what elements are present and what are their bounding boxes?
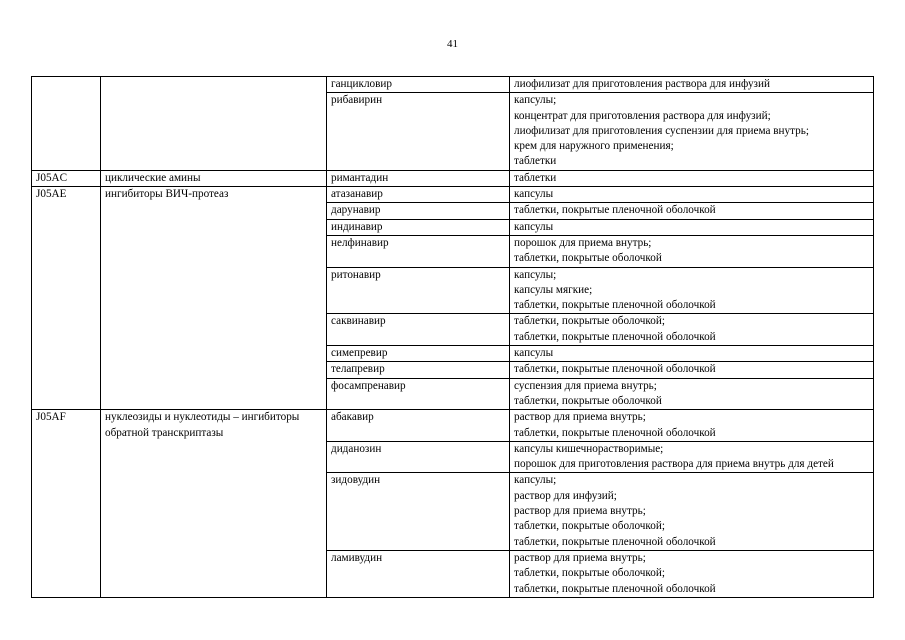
dosage-form-line: таблетки, покрытые пленочной оболочкой [514, 299, 716, 312]
dosage-form-line: порошок для приготовления раствора для приема внутрь для детей [514, 458, 834, 471]
dosage-form-line: лиофилизат для приготовления суспензии для приема внутрь; [514, 124, 809, 137]
dosage-form-cell [510, 170, 874, 186]
dosage-form-cell [510, 410, 874, 442]
atc-code-cell: J05AC [32, 170, 101, 186]
dosage-form-line: таблетки, покрытые пленочной оболочкой [514, 204, 716, 217]
dosage-form-cell [510, 346, 874, 362]
table-row [32, 410, 874, 442]
drug-name-cell: индинавир [327, 219, 510, 235]
dosage-form-line: капсулы [514, 220, 554, 233]
dosage-form-line: таблетки, покрытые оболочкой; [514, 315, 665, 328]
dosage-form-cell [510, 550, 874, 597]
dosage-form-line: крем для наружного применения; [514, 140, 674, 153]
dosage-form-cell [510, 203, 874, 219]
table-row [32, 170, 874, 186]
dosage-form-line: раствор для приема внутрь; [514, 411, 646, 424]
dosage-form-cell [510, 77, 874, 93]
drug-group-cell [101, 77, 327, 171]
drug-name-cell: ритонавир [327, 267, 510, 314]
dosage-form-cell [510, 441, 874, 473]
dosage-form-line: капсулы [514, 347, 554, 360]
dosage-form-cell [510, 362, 874, 378]
drug-name-cell: ганцикловир [327, 77, 510, 93]
drug-name-cell: телапревир [327, 362, 510, 378]
dosage-form-line: таблетки [514, 171, 557, 184]
drug-name-cell: зидовудин [327, 473, 510, 550]
dosage-form-line: капсулы; [514, 94, 557, 107]
dosage-form-line: таблетки, покрытые оболочкой; [514, 520, 665, 533]
atc-code-cell: J05AF [32, 410, 101, 598]
drug-name-cell: ламивудин [327, 550, 510, 597]
dosage-form-line: порошок для приема внутрь; [514, 236, 652, 249]
drug-group-cell: циклические амины [101, 170, 327, 186]
drug-name-cell: рибавирин [327, 93, 510, 170]
atc-code-cell [32, 77, 101, 171]
dosage-form-line: капсулы мягкие; [514, 283, 593, 296]
dosage-form-line: таблетки, покрытые пленочной оболочкой [514, 426, 716, 439]
atc-code-cell: J05AE [32, 187, 101, 410]
drug-name-cell: саквинавир [327, 314, 510, 346]
dosage-form-line: раствор для приема внутрь; [514, 551, 646, 564]
dosage-form-line: таблетки, покрытые пленочной оболочкой [514, 535, 716, 548]
drug-name-cell: нелфинавир [327, 235, 510, 267]
dosage-form-line: таблетки, покрытые пленочной оболочкой [514, 582, 716, 595]
dosage-form-line: капсулы [514, 188, 554, 201]
dosage-form-cell [510, 93, 874, 170]
drug-name-cell: симепревир [327, 346, 510, 362]
drug-table-body [32, 77, 874, 598]
drug-name-cell: диданозин [327, 441, 510, 473]
dosage-form-line: таблетки, покрытые пленочной оболочкой [514, 330, 716, 343]
drug-table [31, 76, 874, 598]
drug-group-cell: нуклеозиды и нуклеотиды – ингибиторы обратной транскриптазы [101, 410, 327, 598]
dosage-form-line: таблетки, покрытые пленочной оболочкой [514, 363, 716, 376]
drug-group-cell: ингибиторы ВИЧ-протеаз [101, 187, 327, 410]
page-number: 41 [447, 38, 458, 50]
dosage-form-cell [510, 314, 874, 346]
dosage-form-line: капсулы кишечнорастворимые; [514, 442, 664, 455]
table-row [32, 187, 874, 203]
dosage-form-cell [510, 473, 874, 550]
dosage-form-line: суспензия для приема внутрь; [514, 379, 657, 392]
dosage-form-line: таблетки [514, 155, 557, 168]
dosage-form-line: раствор для приема внутрь; [514, 505, 646, 518]
drug-name-cell: дарунавир [327, 203, 510, 219]
dosage-form-cell [510, 187, 874, 203]
dosage-form-line: раствор для инфузий; [514, 489, 617, 502]
dosage-form-line: таблетки, покрытые оболочкой; [514, 567, 665, 580]
dosage-form-cell [510, 219, 874, 235]
dosage-form-cell [510, 267, 874, 314]
drug-name-cell: абакавир [327, 410, 510, 442]
table-row [32, 77, 874, 93]
drug-name-cell: атазанавир [327, 187, 510, 203]
dosage-form-line: капсулы; [514, 474, 557, 487]
dosage-form-line: лиофилизат для приготовления раствора для инфузий [514, 78, 770, 90]
dosage-form-cell [510, 378, 874, 410]
dosage-form-line: таблетки, покрытые оболочкой [514, 252, 662, 265]
dosage-form-line: капсулы; [514, 268, 557, 281]
drug-name-cell: фосампренавир [327, 378, 510, 410]
drug-name-cell: римантадин [327, 170, 510, 186]
dosage-form-line: концентрат для приготовления раствора для инфузий; [514, 109, 771, 122]
dosage-form-line: таблетки, покрытые оболочкой [514, 394, 662, 407]
dosage-form-cell [510, 235, 874, 267]
